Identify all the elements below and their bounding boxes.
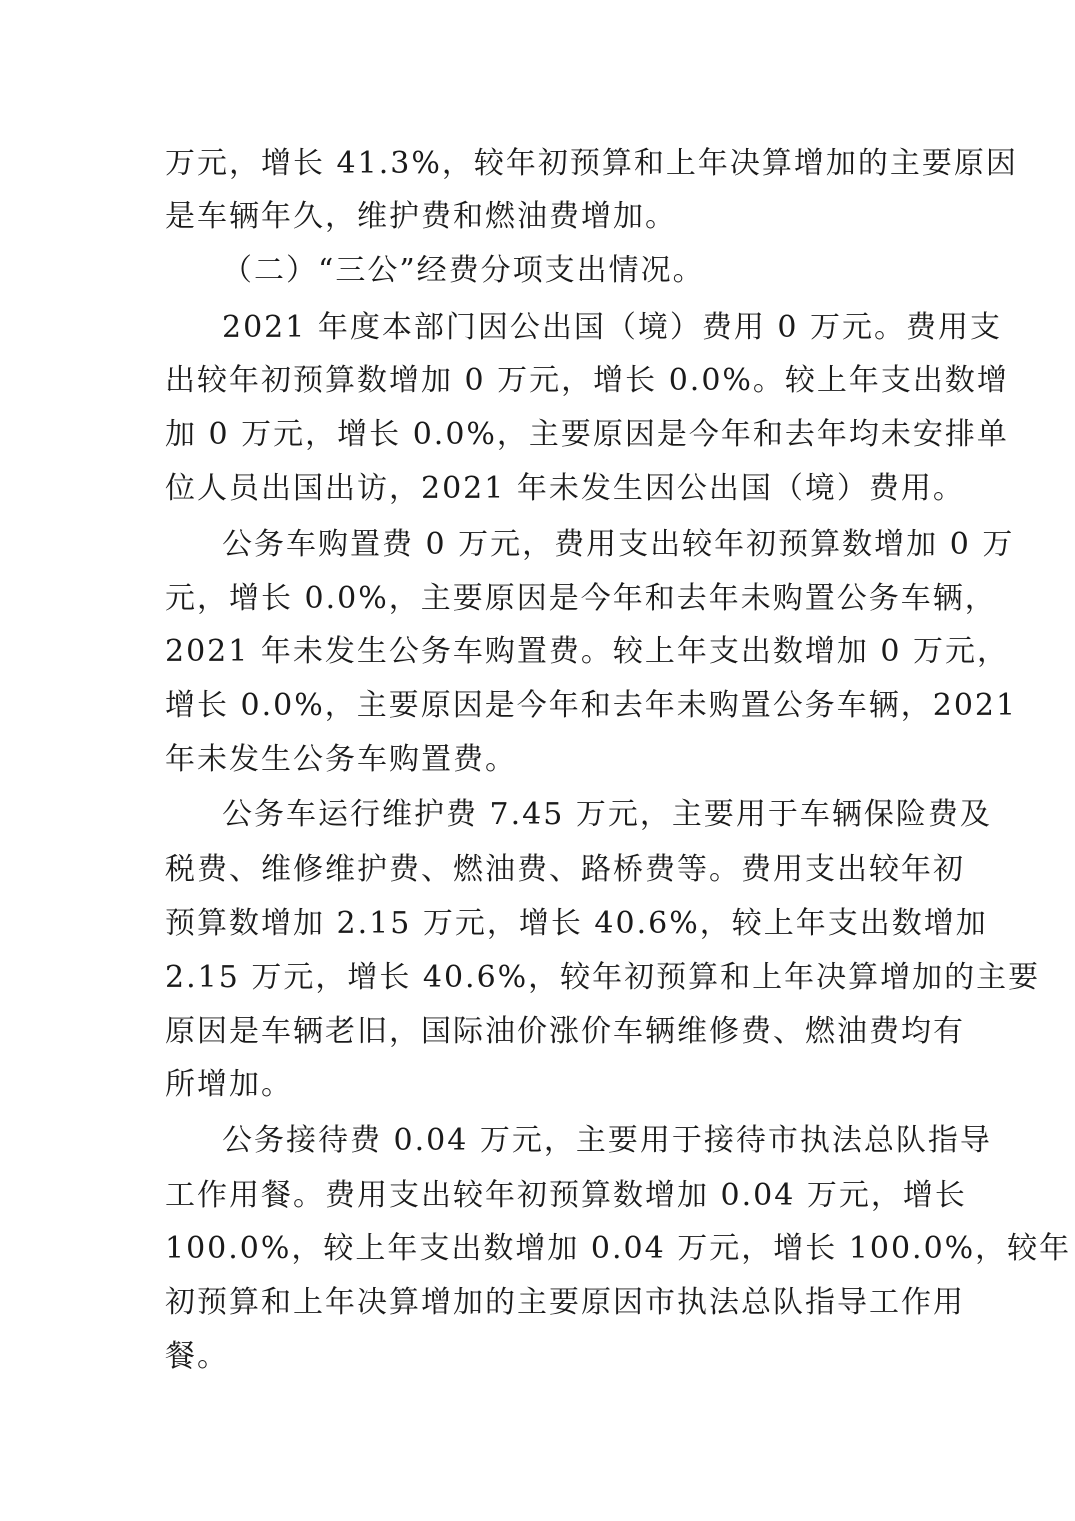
text-line: 年未发生公务车购置费。 — [165, 742, 517, 777]
text-line: 万元，增长 41.3%，较年初预算和上年决算增加的主要原因 — [165, 146, 1018, 181]
text-line: 2.15 万元，增长 40.6%，较年初预算和上年决算增加的主要 — [165, 960, 1041, 995]
text-line: 2021 年未发生公务车购置费。较上年支出数增加 0 万元， — [165, 634, 1010, 669]
section-heading: （二）“三公”经费分项支出情况。 — [222, 253, 705, 288]
text-line: 税费、维修维护费、燃油费、路桥费等。费用支出较年初 — [165, 852, 965, 887]
text-line: 出较年初预算数增加 0 万元，增长 0.0%。较上年支出数增 — [165, 363, 1009, 398]
text-line: 工作用餐。费用支出较年初预算数增加 0.04 万元，增长 — [165, 1178, 967, 1213]
text-line: 原因是车辆老旧，国际油价涨价车辆维修费、燃油费均有 — [165, 1014, 965, 1049]
text-line: 增长 0.0%，主要原因是今年和去年未购置公务车辆，2021 — [165, 688, 1018, 723]
text-line: 餐。 — [165, 1339, 229, 1374]
text-line: 所增加。 — [165, 1067, 293, 1102]
text-line: 初预算和上年决算增加的主要原因市执法总队指导工作用 — [165, 1285, 965, 1320]
text-line: 加 0 万元，增长 0.0%，主要原因是今年和去年均未安排单 — [165, 417, 1009, 452]
paragraph-first-line: 2021 年度本部门因公出国（境）费用 0 万元。费用支 — [222, 310, 1003, 345]
paragraph-first-line: 公务车购置费 0 万元，费用支出较年初预算数增加 0 万 — [222, 527, 1015, 562]
text-line: 是车辆年久，维护费和燃油费增加。 — [165, 199, 677, 234]
text-line: 位人员出国出访，2021 年未发生因公出国（境）费用。 — [165, 471, 965, 506]
text-line: 预算数增加 2.15 万元，增长 40.6%，较上年支出数增加 — [165, 906, 988, 941]
text-line: 100.0%，较上年支出数增加 0.04 万元，增长 100.0%，较年 — [165, 1231, 1072, 1266]
paragraph-first-line: 公务车运行维护费 7.45 万元，主要用于车辆保险费及 — [222, 797, 992, 832]
text-line: 元，增长 0.0%，主要原因是今年和去年未购置公务车辆， — [165, 581, 997, 616]
paragraph-first-line: 公务接待费 0.04 万元，主要用于接待市执法总队指导 — [222, 1123, 992, 1158]
